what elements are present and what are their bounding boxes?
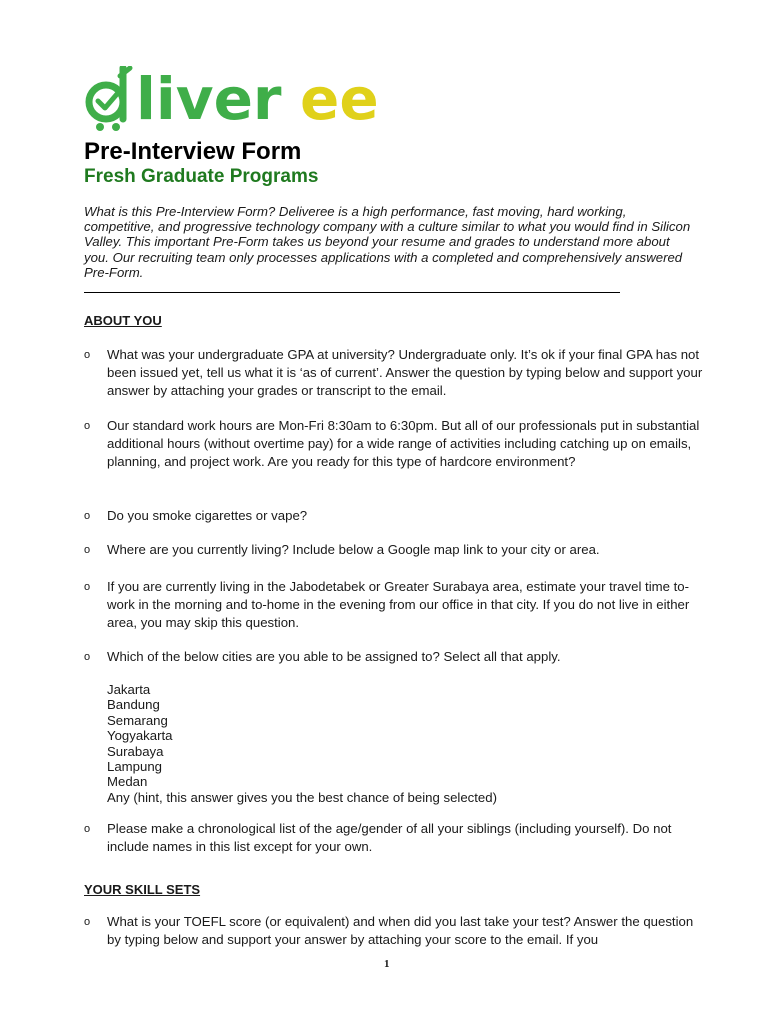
bullet-icon: o bbox=[84, 420, 91, 432]
divider-line bbox=[84, 292, 620, 293]
section-heading-about-you: ABOUT YOU bbox=[84, 313, 162, 328]
bullet-icon: o bbox=[84, 916, 91, 928]
page-title: Pre-Interview Form bbox=[84, 138, 302, 165]
page-subtitle: Fresh Graduate Programs bbox=[84, 166, 319, 187]
city-option: Lampung bbox=[107, 759, 162, 775]
bullet-icon: o bbox=[84, 510, 91, 522]
city-option: Surabaya bbox=[107, 743, 164, 759]
question-text: Which of the below cities are you able to be assigned to? Select all that apply. bbox=[107, 649, 561, 664]
page-number: 1 bbox=[384, 958, 390, 970]
city-option: Yogyakarta bbox=[107, 728, 173, 744]
svg-text:ee: ee bbox=[300, 66, 379, 133]
intro-paragraph: What is this Pre-Interview Form? Deliveree is a high performance, fast moving, hard working, competitive, and progressive technology company with a culture similar to what you would find in Silicon Valley. This important Pre-Form takes us beyond your resume and grades to understand more about you. Our recruiting team only processes applications with a completed and comprehensively answered Pre-Form. bbox=[84, 204, 691, 280]
bullet-icon: o bbox=[84, 349, 91, 361]
question-item bbox=[84, 648, 704, 666]
city-options-list bbox=[107, 682, 497, 805]
city-option: Any (hint, this answer gives you the best chance of being selected) bbox=[107, 789, 497, 805]
bullet-icon: o bbox=[84, 581, 91, 593]
city-option: Medan bbox=[107, 774, 148, 790]
bullet-icon: o bbox=[84, 651, 91, 663]
question-text: What is your TOEFL score (or equivalent) and when did you last take your test? Answer the question by typing below and support your answer by attaching your score to the email. If you bbox=[107, 914, 694, 947]
question-item bbox=[84, 507, 704, 525]
question-item bbox=[84, 578, 704, 632]
question-text: Do you smoke cigarettes or vape? bbox=[107, 508, 308, 523]
question-item bbox=[84, 820, 704, 856]
section-heading-skill-sets: YOUR SKILL SETS bbox=[84, 882, 201, 897]
question-item bbox=[84, 346, 704, 400]
question-text: What was your undergraduate GPA at university? Undergraduate only. It’s ok if your final GPA has not been issued yet, tell us what it is ‘as of current’. Answer the question by typing below and support your answer by attaching your grades or transcript to the email. bbox=[107, 347, 703, 398]
question-item bbox=[84, 417, 704, 471]
bullet-icon: o bbox=[84, 823, 91, 835]
question-item bbox=[84, 913, 704, 949]
question-text: Where are you currently living? Include below a Google map link to your city or area. bbox=[107, 542, 600, 557]
bullet-icon: o bbox=[84, 544, 91, 556]
svg-text:liver: liver bbox=[136, 66, 282, 133]
city-option: Semarang bbox=[107, 712, 168, 728]
question-text: Please make a chronological list of the age/gender of all your siblings (including yourself). Do not include names in this list except for your own. bbox=[107, 821, 672, 854]
deliveree-logo bbox=[84, 66, 390, 134]
city-option: Bandung bbox=[107, 697, 160, 713]
city-option: Jakarta bbox=[107, 682, 151, 697]
question-text: Our standard work hours are Mon-Fri 8:30am to 6:30pm. But all of our professionals put in substantial additional hours (without overtime pay) for a wide range of activities including catching up on emails, planning, and project work. Are you ready for this type of hardcore environment? bbox=[107, 418, 700, 469]
question-item bbox=[84, 541, 704, 559]
question-text: If you are currently living in the Jabodetabek or Greater Surabaya area, estimate your travel time to-work in the morning and to-home in the evening from our office in that city. If you do not live in either area, you may skip this question. bbox=[107, 579, 690, 630]
